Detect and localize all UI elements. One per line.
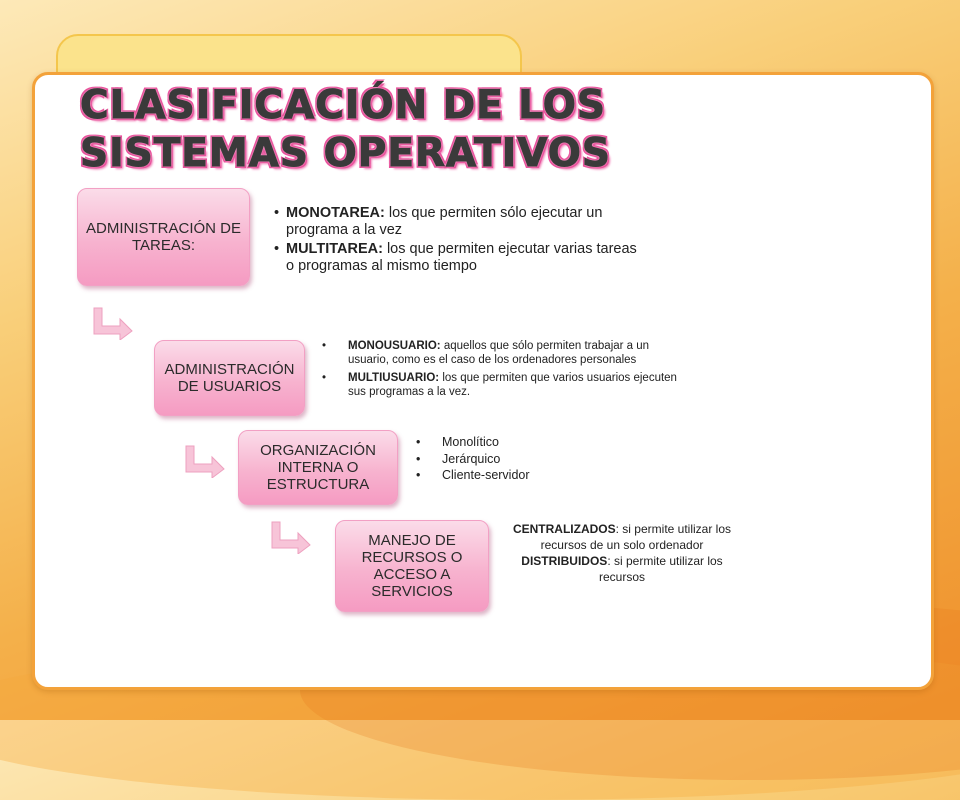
list-item — [322, 371, 682, 399]
item-text: Jerárquico — [442, 451, 501, 466]
step-description-internal-structure — [416, 434, 576, 484]
bullet: • — [322, 340, 327, 352]
list-item — [416, 467, 576, 484]
step-label: MANEJO DE RECURSOS O ACCESO A SERVICIOS — [361, 532, 463, 600]
step-box-user-administration — [154, 340, 305, 416]
bullet: • — [274, 205, 280, 221]
step-description-task-administration — [274, 205, 644, 277]
term: MULTITAREA: — [286, 241, 383, 257]
term: MONOUSUARIO: — [348, 340, 441, 352]
step-description-resource-management — [512, 521, 732, 585]
definition: los que permiten que varios usuarios ejecuten sus programas a la vez. — [348, 372, 677, 398]
definition: : si permite utilizar los recursos de un solo ordenador — [540, 522, 732, 552]
elbow-arrow-icon — [182, 444, 226, 478]
title-line-1: CLASIFICACIÓN DE LOS — [80, 83, 607, 128]
bullet: • — [416, 435, 421, 449]
description-line — [512, 521, 732, 553]
term: MONOTAREA: — [286, 205, 385, 221]
bullet: • — [274, 241, 280, 257]
list-item — [416, 434, 576, 451]
list-item — [416, 451, 576, 468]
definition: los que permiten ejecutar varias tareas o programas al mismo tiempo — [286, 241, 637, 274]
step-label: ADMINISTRACIÓN DE USUARIOS — [164, 361, 295, 395]
slide-title — [80, 82, 611, 178]
step-box-resource-management — [335, 520, 489, 612]
term: DISTRIBUIDOS — [521, 554, 608, 568]
elbow-arrow-icon — [268, 520, 312, 554]
item-text: Cliente-servidor — [442, 468, 530, 482]
item-text: Monolítico — [442, 435, 499, 449]
step-description-user-administration — [322, 339, 682, 403]
bullet: • — [416, 451, 421, 466]
list-item — [322, 339, 682, 367]
step-box-internal-structure — [238, 430, 398, 505]
title-line-2: SISTEMAS OPERATIVOS — [80, 131, 612, 176]
list-item — [274, 241, 644, 275]
description-line — [512, 553, 732, 585]
elbow-arrow-icon — [90, 306, 134, 340]
step-label: ADMINISTRACIÓN DE TAREAS: — [86, 220, 242, 254]
term: MULTIUSUARIO: — [348, 372, 440, 384]
bullet: • — [416, 468, 421, 482]
definition: los que permiten sólo ejecutar un programa a la vez — [286, 205, 603, 238]
definition: : si permite utilizar los recursos — [598, 554, 723, 584]
definition: aquellos que sólo permiten trabajar a un usuario, como es el caso de los ordenadores personales — [348, 340, 650, 366]
term: CENTRALIZADOS — [512, 522, 616, 536]
bullet: • — [322, 372, 327, 384]
list-item — [274, 205, 644, 239]
step-label: ORGANIZACIÓN INTERNA O ESTRUCTURA — [260, 442, 376, 493]
step-box-task-administration — [77, 188, 250, 286]
